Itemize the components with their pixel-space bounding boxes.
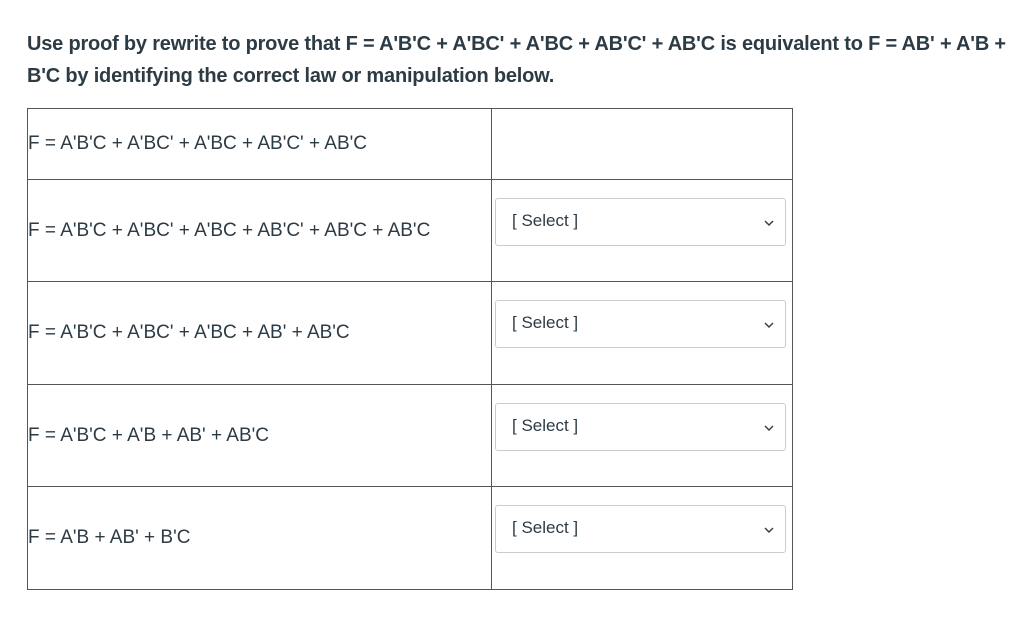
law-select-dropdown[interactable] [495, 505, 786, 553]
answer-cell [492, 180, 793, 282]
chevron-down-icon [763, 422, 775, 434]
law-select-dropdown[interactable] [495, 403, 786, 451]
expression-cell: F = A'B'C + A'BC' + A'BC + AB'C' + AB'C + AB'C [28, 180, 492, 282]
expression-cell: F = A'B'C + A'BC' + A'BC + AB'C' + AB'C [28, 109, 492, 180]
expression-cell: F = A'B'C + A'BC' + A'BC + AB' + AB'C [28, 282, 492, 385]
expression-cell: F = A'B + AB' + B'C [28, 487, 492, 590]
law-select-dropdown[interactable] [495, 300, 786, 348]
table-row [28, 282, 793, 385]
select-value: [ Select ] [512, 211, 579, 230]
law-select-dropdown[interactable] [495, 198, 786, 246]
chevron-down-icon [763, 319, 775, 331]
select-value: [ Select ] [512, 416, 579, 435]
answer-cell [492, 385, 793, 487]
select-value: [ Select ] [512, 313, 579, 332]
table-row [28, 180, 793, 282]
select-value: [ Select ] [512, 518, 579, 537]
answer-cell [492, 282, 793, 385]
proof-table [27, 108, 793, 590]
expression-cell: F = A'B'C + A'B + AB' + AB'C [28, 385, 492, 487]
question-prompt: Use proof by rewrite to prove that F = A'B'C + A'BC' + A'BC + AB'C' + AB'C is equivalent to F = AB' + A'B + B'C by identifying the correct law or manipulation below. [27, 33, 1006, 87]
chevron-down-icon [763, 524, 775, 536]
answer-cell [492, 487, 793, 590]
table-row [28, 487, 793, 590]
table-row [28, 109, 793, 180]
table-row [28, 385, 793, 487]
answer-cell-empty [492, 109, 793, 180]
chevron-down-icon [763, 217, 775, 229]
